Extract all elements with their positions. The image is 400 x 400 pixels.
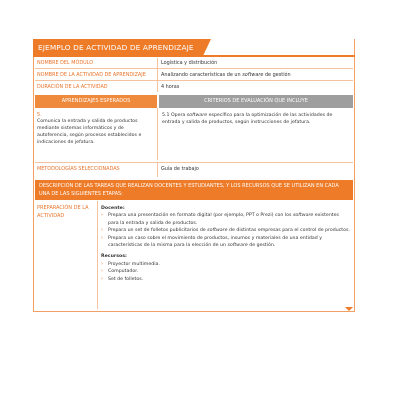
list-item	[101, 261, 351, 268]
aprendizaje-number: 5.	[37, 112, 42, 118]
list-item-text: de gestión.	[247, 243, 276, 249]
descripcion-band: DESCRIPCIÓN DE LAS TAREAS QUE REALIZAN DOCENTES Y ESTUDIANTES, Y LOS RECURSOS QUE SE UTILIZAN EN CADA UNA DE LAS SIGUIENTES ETAPAS:	[35, 180, 353, 200]
list-item	[101, 227, 351, 234]
criterio-text-italic: software	[186, 113, 208, 118]
divider	[35, 80, 353, 81]
duracion-value: 4 horas	[161, 84, 180, 90]
page-title: EJEMPLO DE ACTIVIDAD DE APRENDIZAJE	[33, 39, 203, 56]
column-divider	[157, 108, 158, 160]
docente-title: Docente:	[101, 206, 125, 211]
list-item-text: Proyector multimedia.	[108, 261, 160, 267]
criterios-header: CRITERIOS DE EVALUACIÓN QUE INCLUYE	[159, 95, 353, 108]
actividad-value-italic: software	[242, 72, 264, 78]
actividad-value	[159, 72, 353, 78]
arrow-bullet-icon: ›	[101, 268, 103, 275]
criterio-text	[162, 112, 350, 126]
arrow-bullet-icon: ›	[101, 234, 103, 241]
divider	[35, 68, 353, 69]
actividad-label: NOMBRE DE LA ACTIVIDAD DE APRENDIZAJE	[37, 72, 146, 78]
list-item	[101, 235, 351, 250]
recursos-title: Recursos:	[101, 254, 127, 260]
modulo-label: NOMBRE DEL MÓDULO	[37, 60, 94, 66]
arrow-bullet-icon: ›	[101, 212, 103, 219]
list-item-italic: software	[227, 243, 248, 249]
column-divider	[97, 201, 98, 309]
list-item-italic: software	[207, 228, 228, 234]
column-divider	[157, 163, 158, 177]
metodologias-label: METODOLOGÍAS SELECCIONADAS	[37, 166, 120, 172]
actividad-value-prefix: Analizando características de un	[161, 72, 243, 78]
list-item-text: Computador.	[108, 269, 139, 275]
list-item-text: de distintas empresas para el control de productos.	[227, 228, 350, 234]
divider	[35, 162, 353, 163]
preparacion-label: PREPARACIÓN DE LA ACTIVIDAD	[37, 205, 89, 219]
list-item-text: Prepara un set de folletos publicitarios de	[108, 228, 208, 234]
title-underline	[33, 55, 355, 57]
arrow-bullet-icon: ›	[101, 275, 103, 282]
preparacion-body	[101, 205, 351, 283]
duracion-label: DURACIÓN DE LA ACTIVIDAD	[37, 84, 108, 90]
title-tab-notch	[203, 39, 211, 56]
continue-triangle-icon	[345, 307, 353, 311]
list-item	[101, 276, 351, 283]
list-item-text: existentes para la entrada y salida de productos.	[108, 213, 339, 226]
criterio-text-a: 5.1 Opera	[162, 113, 187, 118]
list-item-italic: software	[292, 213, 314, 219]
modulo-value: Logística y distribución	[161, 60, 218, 66]
aprendizaje-text: Comunica la entrada y salida de productos mediante sistemas informáticos y de autoferencia, según procesos establecidos e indicaciones de jefatura.	[37, 119, 142, 145]
list-item	[101, 212, 351, 227]
column-divider	[157, 58, 158, 92]
arrow-bullet-icon: ›	[101, 227, 103, 234]
list-item-text: Set de folletos.	[108, 276, 144, 282]
list-item-text: Prepara un caso sobre el movimiento de productos, insumos y materiales de una entidad y características de la misma para la elección de un	[108, 235, 322, 249]
metodologias-value: Guía de trabajo	[161, 166, 199, 172]
criterio-text-b: específico para la optimización de las actividades de entrada y salida de productos, según instrucciones de jefatura.	[162, 113, 333, 125]
list-item-text: Prepara una presentación en formato digital (por ejemplo, PPT o Prezi) con los	[108, 213, 293, 219]
aprendizajes-header: APRENDIZAJES ESPERADOS	[35, 95, 157, 108]
list-item	[101, 268, 351, 275]
arrow-bullet-icon: ›	[101, 260, 103, 267]
actividad-value-suffix: de gestión	[263, 72, 291, 78]
